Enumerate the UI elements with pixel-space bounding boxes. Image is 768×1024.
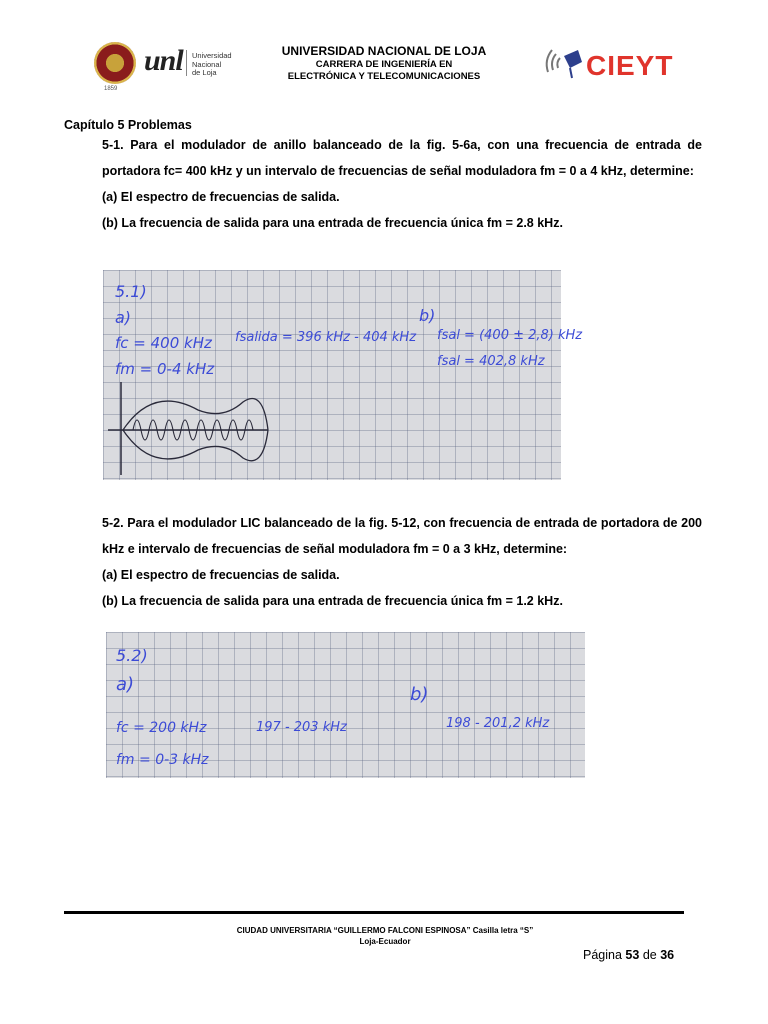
career-line-2: ELECTRÓNICA Y TELECOMUNICACIONES [287,71,481,82]
footer-address [150,925,620,947]
problem-5-1-part-b: (b) La frecuencia de salida para una entrada de frecuencia única fm = 2.8 kHz. [102,216,563,230]
hw-part-b: b) [419,306,436,325]
problem-5-1 [102,132,702,236]
hw-fsal-equation: fsal = (400 ± 2,8) kHz [437,328,583,343]
hw-part-a: a) [116,674,135,695]
hw-fsal-result: fsal = 402,8 kHz [437,354,545,369]
problem-5-1-part-a: (a) El espectro de frecuencias de salida. [102,190,340,204]
hw-fsalida-value: fsalida = 396 kHz - 404 kHz [235,330,417,345]
footer-line-1: CIUDAD UNIVERSITARIA “GUILLERMO FALCONI ESPINOSA” Casilla letra “S” [236,926,534,935]
hw-fc-value: fc = 400 kHz [115,334,212,352]
hw-problem-number: 5.2) [116,646,148,665]
institution-header [250,44,518,83]
problem-5-2 [102,510,702,614]
hw-problem-number: 5.1) [115,282,147,301]
hw-output-range: 197 - 203 kHz [256,720,347,735]
handwritten-solution-photo-5-1 [103,270,583,480]
handwritten-solution-photo-5-2 [106,632,585,778]
hw-fm-value: fm = 0-4 kHz [115,360,215,378]
university-seal-logo [94,42,136,84]
unl-logo: unl [144,44,183,77]
unl-logo-divider [186,50,187,76]
hw-part-b: b) [410,684,429,705]
footer-divider [64,911,684,914]
hw-part-a: a) [115,308,132,327]
problem-5-2-statement: 5-2. Para el modulador LIC balanceado de la fig. 5-12, con frecuencia de entrada de portadora de 200 kHz e intervalo de frecuencias de señal moduladora fm = 0 a 3 kHz, determine: [102,516,702,556]
hw-fc-value: fc = 200 kHz [116,720,207,736]
institution-name: UNIVERSIDAD NACIONAL DE LOJA [281,44,487,58]
problem-5-2-part-b: (b) La frecuencia de salida para una entrada de frecuencia única fm = 1.2 kHz. [102,594,563,608]
cieyt-logo: CIEYT [586,50,674,81]
hw-single-freq-result: 198 - 201,2 kHz [446,716,550,731]
problem-5-2-part-a: (a) El espectro de frecuencias de salida. [102,568,340,582]
problem-5-1-statement: 5-1. Para el modulador de anillo balanceado de la fig. 5-6a, con una frecuencia de entrada de portadora fc= 400 kHz y un intervalo de frecuencias de señal moduladora fm = 0 a 4 kHz, determine: [102,138,702,178]
satellite-icon [542,42,586,82]
hw-fm-value: fm = 0-3 kHz [116,752,209,768]
career-line-1: CARRERA DE INGENIERÍA EN [315,59,453,70]
chapter-title: Capítulo 5 Problemas [64,118,192,132]
unl-logo-text: Universidad Nacional de Loja [192,51,232,77]
page-number: Página 53 de 36 [583,948,675,962]
footer-line-2: Loja-Ecuador [359,937,411,946]
seal-year: 1859 [104,86,118,92]
